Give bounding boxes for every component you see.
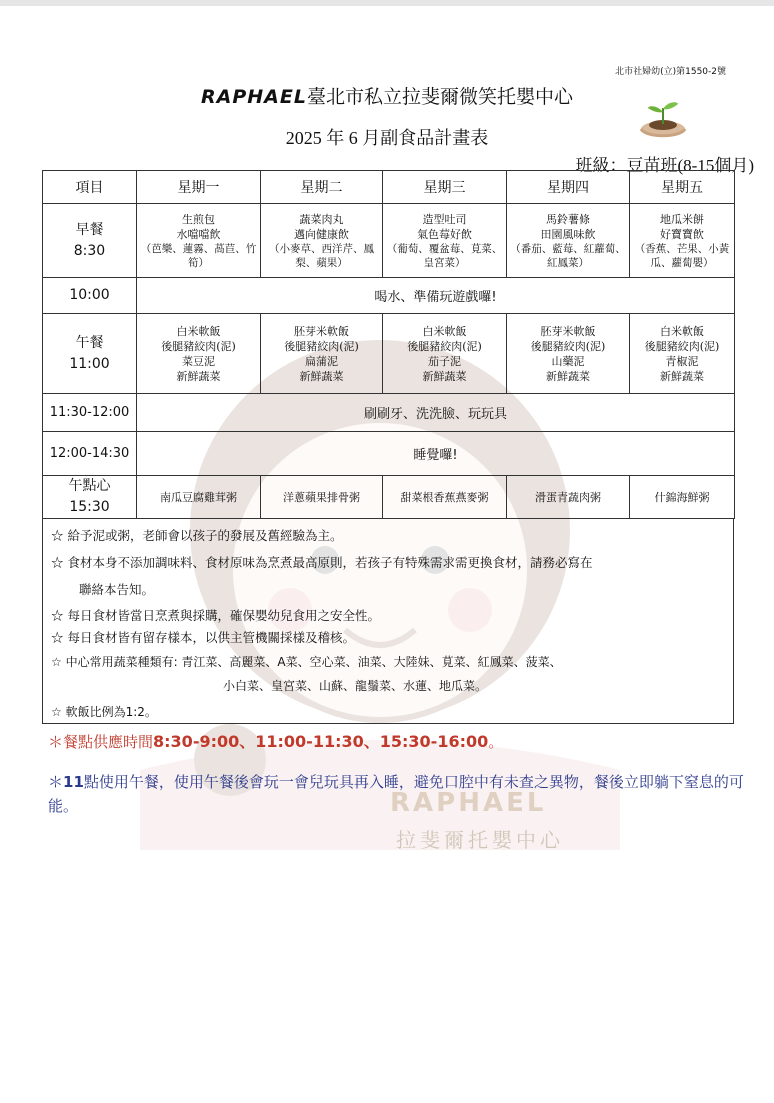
lunch-label: 午餐 11:00	[43, 314, 137, 394]
serving-times-note: ＊餐點供應時間8:30-9:00、11:00-11:30、15:30-16:00。	[48, 732, 504, 751]
nap-activity: 睡覺囉!	[137, 432, 735, 476]
notes-box	[42, 518, 734, 724]
center-name: 臺北市私立拉斐爾微笑托嬰中心	[306, 86, 573, 108]
breakfast-tuesday: 蔬菜肉丸 邁向健康飲 （小麥草、西洋芹、鳳梨、蘋果）	[261, 204, 383, 278]
snack-row	[43, 476, 735, 519]
table-header-row	[43, 171, 735, 204]
snack-wednesday: 甜菜根香蕉燕麥粥	[383, 476, 507, 519]
lunch-row	[43, 314, 735, 394]
lunch-monday: 白米軟飯 後腿豬絞肉(泥) 菜豆泥 新鮮蔬菜	[137, 314, 261, 394]
breakfast-monday: 生煎包 水噹噹飲 （芭樂、蓮霧、萵苣、竹筍）	[137, 204, 261, 278]
ten-oclock-time: 10:00	[43, 278, 137, 314]
plan-subtitle: 2025 年 6 月副食品計畫表	[285, 128, 489, 148]
header-monday: 星期一	[137, 171, 261, 204]
brush-row	[43, 394, 735, 432]
lunch-tuesday: 胚芽米軟飯 後腿豬絞肉(泥) 扁蒲泥 新鮮蔬菜	[261, 314, 383, 394]
brush-time: 11:30-12:00	[43, 394, 137, 432]
breakfast-thursday: 馬鈴薯條 田園風味飲 （番茄、藍莓、紅蘿蔔、紅鳳菜）	[507, 204, 630, 278]
serving-times: 8:30-9:00、11:00-11:30、15:30-16:00	[153, 732, 489, 751]
nap-row	[43, 432, 735, 476]
watermark-brand: RAPHAEL	[390, 788, 547, 818]
header-thursday: 星期四	[507, 171, 630, 204]
snack-label: 午點心 15:30	[43, 476, 137, 519]
note-4: ☆ 每日食材皆有留存樣本，以供主管機關採樣及稽核。	[51, 630, 355, 645]
snack-monday: 南瓜豆腐雞茸粥	[137, 476, 261, 519]
snack-friday: 什錦海鮮粥	[630, 476, 735, 519]
seedling-hands-icon	[634, 96, 692, 140]
ten-oclock-row	[43, 278, 735, 314]
header-tuesday: 星期二	[261, 171, 383, 204]
meal-plan-table	[42, 170, 735, 519]
breakfast-row	[43, 204, 735, 278]
note-5-continued: 小白菜、皇宮菜、山蘇、龍鬚菜、水蓮、地瓜菜。	[223, 679, 488, 693]
brush-activity: 刷刷牙、洗洗臉、玩玩具	[137, 394, 735, 432]
breakfast-friday: 地瓜米餅 好寶寶飲 （香蕉、芒果、小黃瓜、蘿蔔嬰）	[630, 204, 735, 278]
class-label: 班級：豆苗班(8-15個月)	[575, 156, 754, 175]
nap-time: 12:00-14:30	[43, 432, 137, 476]
note-6: ☆ 軟飯比例為1:2。	[51, 705, 157, 719]
watermark-name: 拉斐爾托嬰中心	[396, 828, 564, 852]
note-2: ☆ 食材本身不添加調味料、食材原味為烹煮最高原則，若孩子有特殊需求需更換食材，請務必寫在	[51, 555, 593, 570]
brand-name: RAPHAEL	[201, 86, 307, 108]
snack-tuesday: 洋蔥蘋果排骨粥	[261, 476, 383, 519]
note-2-continued: 聯絡本告知。	[79, 582, 155, 597]
snack-thursday: 滑蛋青蔬肉粥	[507, 476, 630, 519]
registration-number: 北市社婦幼(立)第1550-2號	[615, 67, 726, 77]
lunch-wednesday: 白米軟飯 後腿豬絞肉(泥) 茄子泥 新鮮蔬菜	[383, 314, 507, 394]
header-item: 項目	[43, 171, 137, 204]
lunch-friday: 白米軟飯 後腿豬絞肉(泥) 青椒泥 新鮮蔬菜	[630, 314, 735, 394]
lunch-nap-note: ＊11點使用午餐，使用午餐後會玩一會兒玩具再入睡，避免口腔中有未查之異物，餐後立即躺下窒息的可能。	[48, 773, 744, 815]
lunch-thursday: 胚芽米軟飯 後腿豬絞肉(泥) 山藥泥 新鮮蔬菜	[507, 314, 630, 394]
top-bar	[0, 0, 774, 6]
note-5: ☆ 中心常用蔬菜種類有: 青江菜、高麗菜、A菜、空心菜、油菜、大陸妹、莧菜、紅鳳菜、菠菜、	[51, 655, 562, 669]
header-wednesday: 星期三	[383, 171, 507, 204]
breakfast-label: 早餐 8:30	[43, 204, 137, 278]
ten-oclock-activity: 喝水、準備玩遊戲囉!	[137, 278, 735, 314]
header-friday: 星期五	[630, 171, 735, 204]
note-3: ☆ 每日食材皆當日烹煮與採購，確保嬰幼兒食用之安全性。	[51, 608, 380, 623]
note-1: ☆ 給予泥或粥，老師會以孩子的發展及舊經驗為主。	[51, 528, 343, 543]
breakfast-wednesday: 造型吐司 氣色莓好飲 （葡萄、覆盆莓、莧菜、皇宮菜）	[383, 204, 507, 278]
